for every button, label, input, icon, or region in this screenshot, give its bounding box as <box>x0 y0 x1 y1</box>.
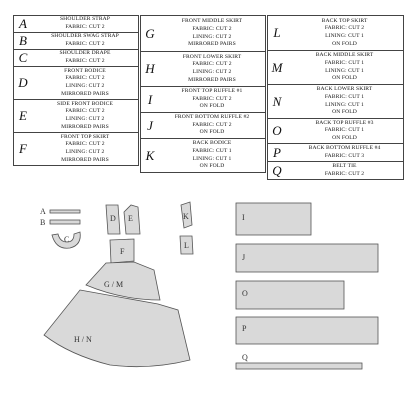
label-i: I <box>242 213 245 222</box>
piece-cut: FABRIC: CUT 2 <box>65 141 105 148</box>
piece-note: MIRRORED PAIRS <box>61 123 109 130</box>
legend-row <box>14 133 138 165</box>
label-k: K <box>183 212 189 221</box>
piece-letter: J <box>147 117 153 133</box>
piece-name: BACK TOP RUFFLE #3 <box>315 119 374 126</box>
piece-letter: B <box>19 33 27 48</box>
legend-row <box>268 162 403 179</box>
piece-note: ON FOLD <box>199 163 225 170</box>
piece-cut: FABRIC: CUT 2 <box>192 25 232 32</box>
piece-name: BACK MIDDLE SKIRT <box>315 52 374 59</box>
piece-cut: FABRIC: CUT 1 <box>192 147 232 154</box>
piece-note: MIRRORED PAIRS <box>188 41 236 48</box>
piece-name: SHOULDER STRAP <box>59 16 111 23</box>
piece-name: BACK BODICE <box>192 140 232 147</box>
piece-hn <box>44 290 190 367</box>
legend-row <box>14 50 138 67</box>
legend-row <box>141 113 265 139</box>
piece-j <box>236 244 378 272</box>
piece-letter: Q <box>272 162 282 178</box>
legend-row <box>268 16 403 51</box>
piece-cut: FABRIC: CUT 2 <box>192 121 232 128</box>
label-gm: G / M <box>104 280 124 289</box>
piece-note: ON FOLD <box>332 40 357 47</box>
piece-letter: K <box>145 147 155 163</box>
legend-row <box>268 85 403 119</box>
label-o: O <box>242 289 248 298</box>
piece-cut: LINING: CUT 2 <box>65 149 105 155</box>
piece-cut: LINING: CUT 1 <box>325 101 364 108</box>
label-q: Q <box>242 353 248 362</box>
piece-cut: FABRIC: CUT 2 <box>65 75 105 82</box>
legend-row <box>268 144 403 162</box>
piece-letter: L <box>273 25 281 40</box>
piece-note: MIRRORED PAIRS <box>61 90 109 97</box>
piece-name: BACK LOWER SKIRT <box>316 86 373 93</box>
piece-name: SHOULDER SWAG STRAP <box>51 33 119 40</box>
piece-cut: LINING: CUT 1 <box>192 155 232 162</box>
label-hn: H / N <box>74 335 92 344</box>
piece-cut: FABRIC: CUT 3 <box>324 152 365 159</box>
piece-name: FRONT LOWER SKIRT <box>182 53 242 60</box>
piece-letter: P <box>273 144 281 160</box>
piece-letter: O <box>272 123 282 138</box>
legend-row <box>14 33 138 50</box>
piece-letter: G <box>145 25 155 41</box>
legend-row <box>268 119 403 144</box>
piece-name: FRONT BODICE <box>64 67 106 74</box>
piece-p <box>236 317 378 344</box>
label-l: L <box>184 241 189 250</box>
piece-note: ON FOLD <box>199 129 225 136</box>
piece-letter: H <box>145 61 155 76</box>
piece-cut: FABRIC: CUT 2 <box>65 108 105 115</box>
piece-letter: C <box>18 50 28 65</box>
piece-name: FRONT TOP RUFFLE #1 <box>181 88 243 95</box>
piece-letter: N <box>272 93 282 109</box>
piece-name: BACK BOTTOM RUFFLE #4 <box>308 144 381 151</box>
piece-cut: FABRIC: CUT 2 <box>65 24 105 30</box>
piece-letter: E <box>19 108 27 123</box>
legend-row <box>14 16 138 33</box>
piece-note: ON FOLD <box>332 75 357 82</box>
piece-cut: FABRIC: CUT 2 <box>65 41 105 47</box>
legend-column-1 <box>13 15 139 166</box>
label-p: P <box>242 324 247 333</box>
piece-cut: LINING: CUT 1 <box>325 33 364 39</box>
piece-name: SHOULDER DRAPE <box>59 50 111 57</box>
legend-column-2 <box>140 15 266 173</box>
legend-row <box>141 87 265 113</box>
piece-note: MIRRORED PAIRS <box>61 156 109 163</box>
piece-cut: LINING: CUT 2 <box>65 83 105 89</box>
label-f: F <box>120 247 125 256</box>
piece-cut: FABRIC: CUT 1 <box>324 127 365 134</box>
piece-letter: I <box>147 91 153 107</box>
legend-row <box>14 100 138 133</box>
piece-cut: FABRIC: CUT 2 <box>192 95 232 102</box>
piece-cut: FABRIC: CUT 1 <box>324 93 365 100</box>
piece-cut: FABRIC: CUT 2 <box>324 25 365 32</box>
piece-cut: LINING: CUT 2 <box>192 69 232 75</box>
label-c: C <box>64 235 70 244</box>
legend-row <box>141 139 265 172</box>
piece-cut: FABRIC: CUT 2 <box>324 170 365 177</box>
piece-cut: LINING: CUT 2 <box>192 33 232 40</box>
piece-name: BELT TIE <box>332 162 357 169</box>
piece-note: MIRRORED PAIRS <box>188 76 236 83</box>
legend-row <box>141 52 265 87</box>
label-e: E <box>128 214 133 223</box>
legend-row <box>14 67 138 100</box>
piece-cut: LINING: CUT 2 <box>65 116 105 122</box>
piece-b <box>50 220 80 224</box>
cutting-layout <box>0 190 416 415</box>
piece-i <box>236 203 311 235</box>
label-b: B <box>40 218 46 227</box>
piece-note: ON FOLD <box>332 109 357 116</box>
piece-letter: A <box>19 16 27 31</box>
piece-cut: FABRIC: CUT 2 <box>192 61 232 68</box>
piece-name: FRONT BOTTOM RUFFLE #2 <box>174 114 250 121</box>
piece-a <box>50 210 80 213</box>
legend-row <box>268 51 403 85</box>
piece-letter: D <box>18 75 28 90</box>
piece-q <box>236 363 362 369</box>
piece-cut: LINING: CUT 1 <box>325 67 364 74</box>
piece-note: ON FOLD <box>199 103 225 110</box>
label-d: D <box>110 214 116 223</box>
piece-cut: FABRIC: CUT 1 <box>324 59 365 66</box>
piece-note: ON FOLD <box>332 134 357 141</box>
legend-row <box>141 16 265 52</box>
piece-name: FRONT MIDDLE SKIRT <box>181 18 243 25</box>
piece-name: FRONT TOP SKIRT <box>60 133 110 140</box>
label-a: A <box>40 207 46 216</box>
piece-name: SIDE FRONT BODICE <box>57 100 113 107</box>
piece-o <box>236 281 344 309</box>
legend-column-3 <box>267 15 404 180</box>
piece-letter: M <box>271 59 283 75</box>
label-j: J <box>242 253 246 262</box>
piece-cut: FABRIC: CUT 2 <box>65 58 105 64</box>
piece-name: BACK TOP SKIRT <box>321 17 368 24</box>
piece-letter: F <box>19 141 27 156</box>
